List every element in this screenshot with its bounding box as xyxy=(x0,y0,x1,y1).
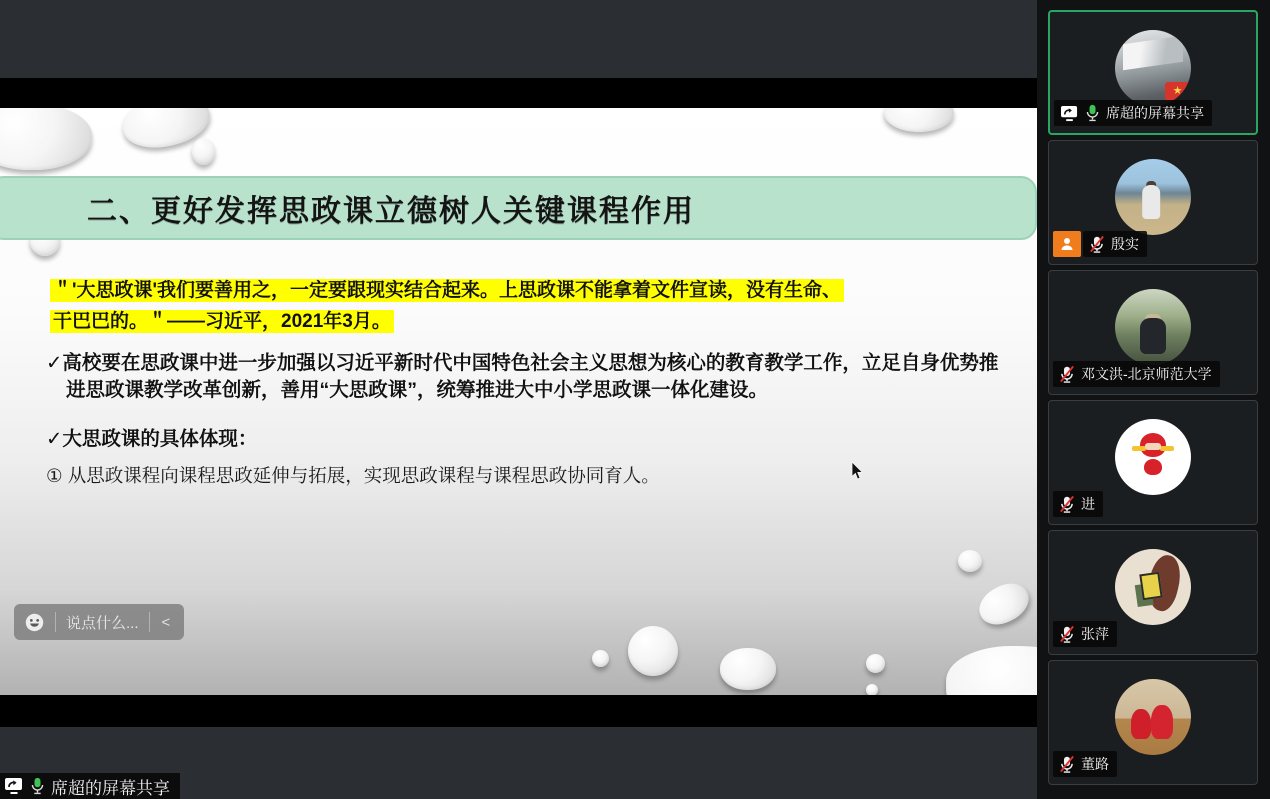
participant-name: 董路 xyxy=(1081,756,1109,772)
participant-avatar xyxy=(1115,549,1191,625)
mic-muted-icon xyxy=(1059,755,1075,773)
quote-line-2: 干巴巴的。＂——习近平，2021年3月。 xyxy=(50,310,394,333)
participant-name: 席超的屏幕共享 xyxy=(1106,105,1204,121)
bubble-decoration xyxy=(866,654,885,673)
participant-tile[interactable] xyxy=(1048,660,1258,785)
bubble-decoration xyxy=(192,138,215,165)
participant-tile[interactable] xyxy=(1048,10,1258,135)
participant-avatar xyxy=(1115,289,1191,365)
participant-list xyxy=(1037,10,1270,785)
bubble-decoration xyxy=(958,550,982,572)
slide-quote-highlighted xyxy=(50,276,1005,338)
bubble-decoration xyxy=(973,576,1036,632)
participant-avatar xyxy=(1115,419,1191,495)
participant-name: 进 xyxy=(1081,496,1095,512)
mic-on-icon xyxy=(1085,104,1100,122)
emoji-smiley-icon[interactable] xyxy=(24,612,45,633)
quote-line-1: ＂'大思政课'我们要善用之，一定要跟现实结合起来。上思政课不能拿着文件宣读，没有生命、 xyxy=(50,279,844,302)
chat-quick-input[interactable] xyxy=(14,604,184,640)
participant-tile[interactable] xyxy=(1048,400,1258,525)
participant-status-row xyxy=(1053,491,1103,517)
participant-name-chip xyxy=(1053,751,1117,777)
presenter-name: 席超的屏幕共享 xyxy=(51,778,170,798)
mic-muted-icon xyxy=(1059,625,1075,643)
letterbox-bar-top xyxy=(0,78,1037,108)
slide-bullet-1: ✓高校要在思政课中进一步加强以习近平新时代中国特色社会主义思想为核心的教育教学工作，立足自身优势推进思政课教学改革创新，善用“大思政课”，统筹推进大中小学思政课一体化建设。 xyxy=(46,352,999,401)
mic-on-icon xyxy=(30,777,45,795)
participant-status-row xyxy=(1053,361,1220,387)
participant-name: 张萍 xyxy=(1081,626,1109,642)
participant-status-row xyxy=(1053,621,1117,647)
participant-name: 殷实 xyxy=(1111,236,1139,252)
mic-muted-icon xyxy=(1059,365,1075,383)
bubble-decoration xyxy=(884,108,954,132)
screen-share-icon xyxy=(1060,105,1079,122)
bubble-decoration xyxy=(0,108,92,170)
participant-tile[interactable] xyxy=(1048,270,1258,395)
participant-avatar xyxy=(1115,679,1191,755)
participant-tile[interactable] xyxy=(1048,140,1258,265)
slide-title-banner xyxy=(0,176,1037,240)
participant-status-row xyxy=(1054,100,1212,126)
participant-tile[interactable] xyxy=(1048,530,1258,655)
participant-name: 邓文洪-北京师范大学 xyxy=(1081,366,1212,382)
chat-placeholder[interactable]: 说点什么... xyxy=(66,614,139,632)
participant-avatar xyxy=(1115,159,1191,235)
slide-title: 二、更好发挥思政课立德树人关键课程作用 xyxy=(87,195,695,228)
bubble-decoration xyxy=(720,648,776,690)
participants-sidebar xyxy=(1037,0,1270,799)
participant-name-chip xyxy=(1053,621,1117,647)
mouse-cursor-icon xyxy=(851,462,864,485)
participant-name-chip xyxy=(1083,231,1147,257)
participant-name-chip xyxy=(1054,100,1212,126)
participant-name-chip xyxy=(1053,491,1103,517)
participant-avatar xyxy=(1115,30,1191,106)
mic-muted-icon xyxy=(1059,495,1075,513)
bubble-decoration xyxy=(628,626,678,676)
chat-collapse-chevron-icon[interactable]: < xyxy=(161,613,171,631)
slide-numbered-item-1: ① 从思政课程向课程思政延伸与拓展，实现思政课程与课程思政协同育人。 xyxy=(46,465,660,486)
presenter-share-label xyxy=(0,773,180,799)
slide-bullet-2: ✓大思政课的具体体现： xyxy=(46,428,258,450)
bubble-decoration xyxy=(866,684,878,695)
bubble-decoration xyxy=(946,646,1037,695)
participant-status-row xyxy=(1053,751,1117,777)
hand-raised-badge-icon xyxy=(1053,231,1081,257)
mic-muted-icon xyxy=(1089,235,1105,253)
participant-name-chip xyxy=(1053,361,1220,387)
divider xyxy=(55,612,56,632)
divider xyxy=(149,612,150,632)
screen-share-icon xyxy=(4,777,24,795)
letterbox-bar-bottom xyxy=(0,695,1037,727)
bubble-decoration xyxy=(592,650,609,667)
participant-status-row xyxy=(1053,231,1147,257)
